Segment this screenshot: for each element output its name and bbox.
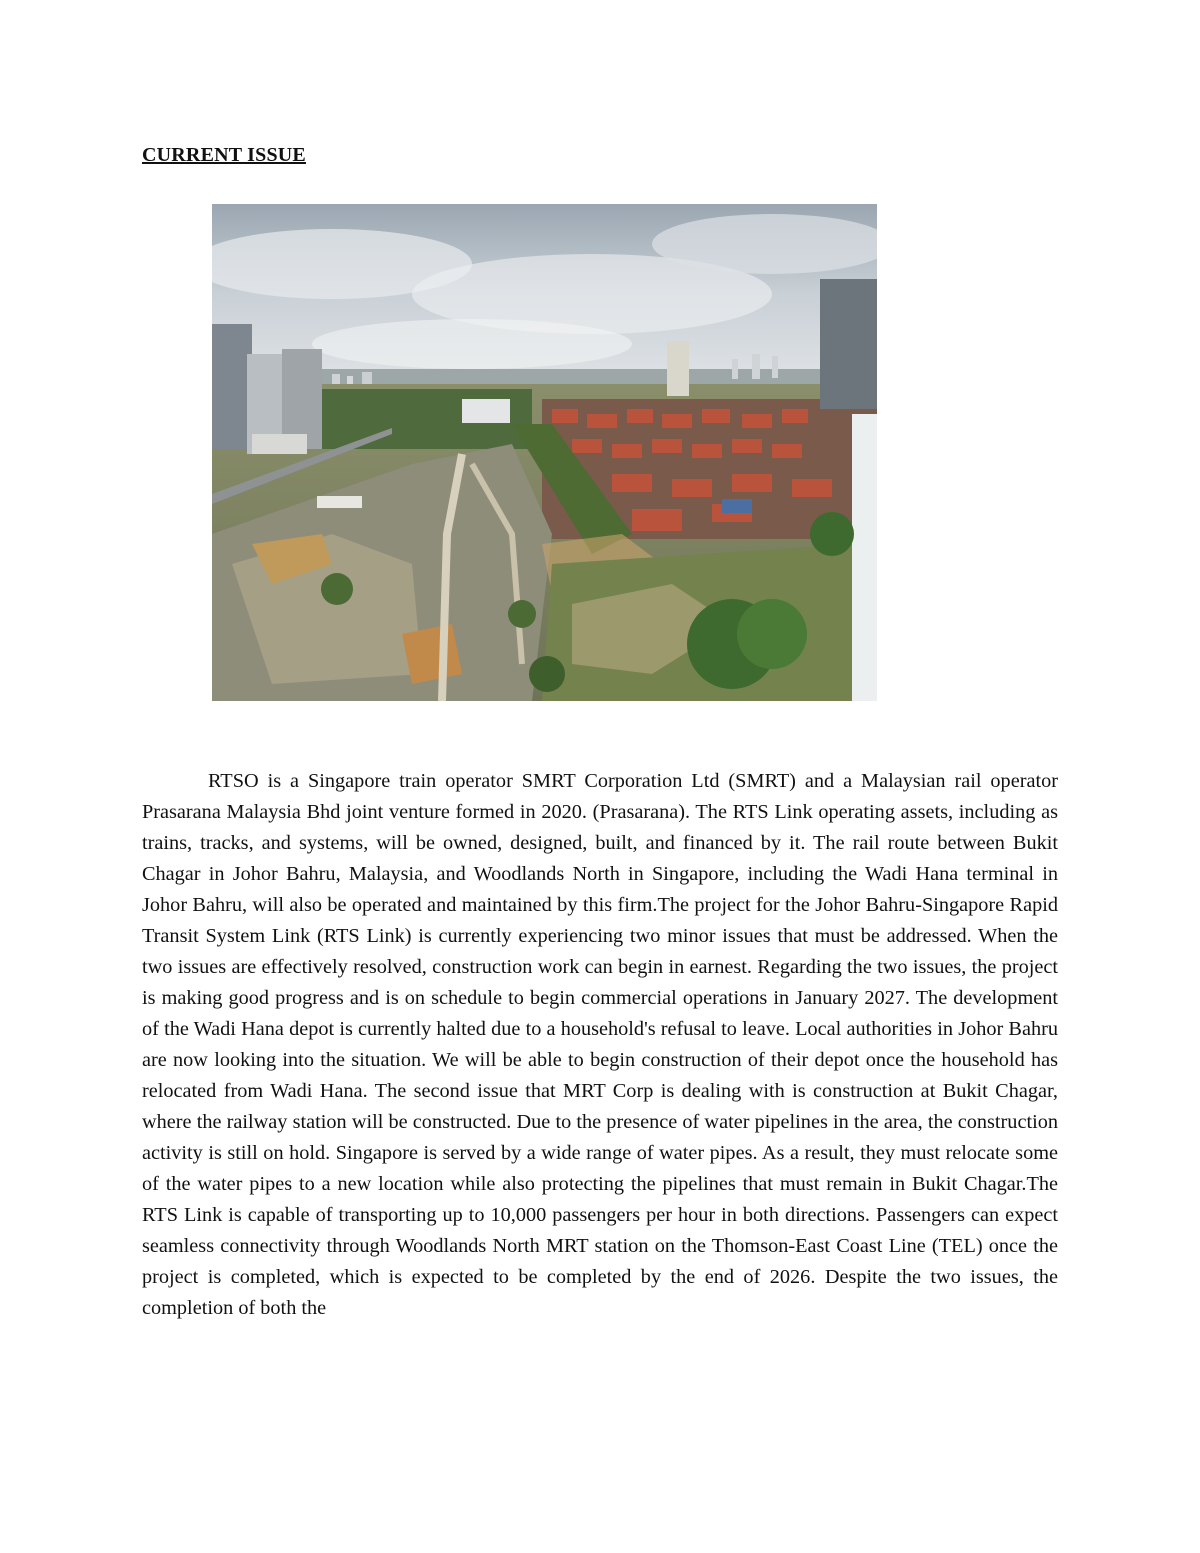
aerial-construction-photo <box>212 204 877 701</box>
section-heading: CURRENT ISSUE <box>142 144 306 166</box>
body-paragraph: RTSO is a Singapore train operator SMRT Corporation Ltd (SMRT) and a Malaysian rail operator Prasarana Malaysia Bhd joint venture formed in 2020. (Prasarana). The RTS Link operating assets, including as trains, tracks, and systems, will be owned, designed, built, and financed by it. The rail route between Bukit Chagar in Johor Bahru, Malaysia, and Woodlands North in Singapore, including the Wadi Hana terminal in Johor Bahru, will also be operated and maintained by this firm.The project for the Johor Bahru-Singapore Rapid Transit System Link (RTS Link) is currently experiencing two minor issues that must be addressed. When the two issues are effectively resolved, construction work can begin in earnest. Regarding the two issues, the project is making good progress and is on schedule to begin commercial operations in January 2027. The development of the Wadi Hana depot is currently halted due to a household's refusal to leave. Local authorities in Johor Bahru are now looking into the situation. We will be able to begin construction of their depot once the household has relocated from Wadi Hana. The second issue that MRT Corp is dealing with is construction at Bukit Chagar, where the railway station will be constructed. Due to the presence of water pipelines in the area, the construction activity is still on hold. Singapore is served by a wide range of water pipes. As a result, they must relocate some of the water pipes to a new location while also protecting the pipelines that must remain in Bukit Chagar.The RTS Link is capable of transporting up to 10,000 passengers per hour in both directions. Passengers can expect seamless connectivity through Woodlands North MRT station on the Thomson-East Coast Line (TEL) once the project is completed, which is expected to be completed by the end of 2026. Despite the two issues, the completion of both the <box>142 770 1058 1319</box>
